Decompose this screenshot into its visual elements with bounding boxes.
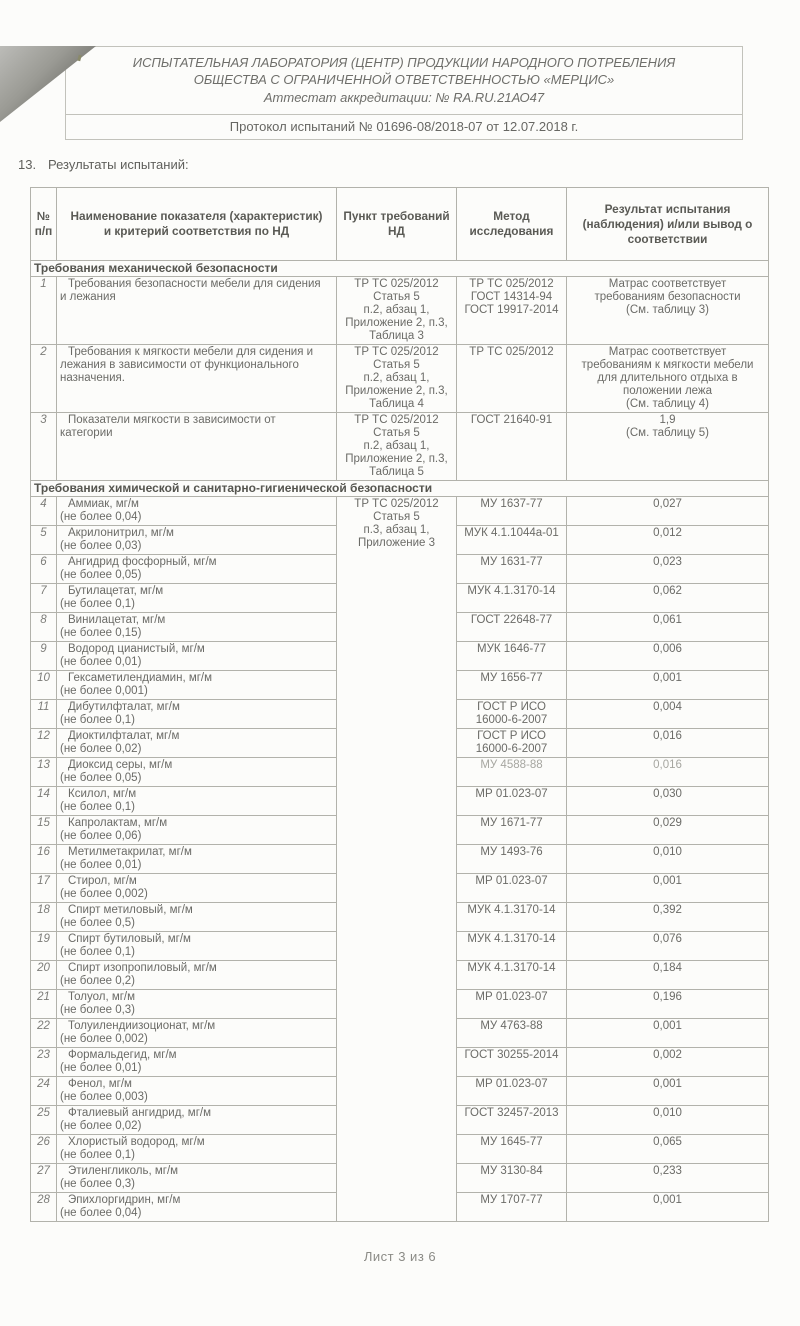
method-cell: МУК 4.1.3170-14 (457, 932, 567, 961)
section-header-title: Требования механической безопасности (31, 261, 769, 277)
nd-clause-cell: ТР ТС 025/2012 Статья 5 п.2, абзац 1, Приложение 2, п.3, Таблица 3 (337, 277, 457, 345)
indicator-name-cell: Эпихлоргидрин, мг/м (не более 0,04) (57, 1193, 337, 1222)
indicator-name-cell: Ангидрид фосфорный, мг/м (не более 0,05) (57, 555, 337, 584)
method-cell: МУ 1707-77 (457, 1193, 567, 1222)
row-number-cell: 15 (31, 816, 57, 845)
indicator-name-cell: Фталиевый ангидрид, мг/м (не более 0,02) (57, 1106, 337, 1135)
indicator-name-cell: Акрилонитрил, мг/м (не более 0,03) (57, 526, 337, 555)
row-number-cell: 8 (31, 613, 57, 642)
row-number-cell: 3 (31, 413, 57, 481)
nd-clause-cell-merged: ТР ТС 025/2012 Статья 5 п.3, абзац 1, Приложение 3 (337, 497, 457, 1222)
method-cell: ГОСТ Р ИСО 16000-6-2007 (457, 729, 567, 758)
protocol-header-box (65, 115, 743, 140)
method-cell: МУ 1637-77 (457, 497, 567, 526)
indicator-name-cell: Требования безопасности мебели для сидения и лежания (57, 277, 337, 345)
result-cell: Матрас соответствует требованиям к мягкости мебели для длительного отдыха в положении лежа (См. таблицу 4) (567, 345, 769, 413)
method-cell: МУ 1493-76 (457, 845, 567, 874)
row-number-cell: 28 (31, 1193, 57, 1222)
row-number-cell: 11 (31, 700, 57, 729)
row-number-cell: 14 (31, 787, 57, 816)
method-cell: ГОСТ 21640-91 (457, 413, 567, 481)
result-cell: 0,029 (567, 816, 769, 845)
column-header-3: Метод исследования (457, 188, 567, 261)
method-cell: МУ 1671-77 (457, 816, 567, 845)
nd-clause-cell: ТР ТС 025/2012 Статья 5 п.2, абзац 1, Приложение 2, п.3, Таблица 5 (337, 413, 457, 481)
result-cell: 0,001 (567, 1193, 769, 1222)
result-cell: 0,010 (567, 845, 769, 874)
row-number-cell: 16 (31, 845, 57, 874)
indicator-name-cell: Ксилол, мг/м (не более 0,1) (57, 787, 337, 816)
section-number: 13. (18, 157, 37, 172)
row-number-cell: 13 (31, 758, 57, 787)
result-cell: 0,233 (567, 1164, 769, 1193)
method-cell: МУ 4763-88 (457, 1019, 567, 1048)
result-cell: 0,076 (567, 932, 769, 961)
method-cell: МР 01.023-07 (457, 787, 567, 816)
lab-header-box (65, 46, 743, 115)
column-header-2: Пункт требований НД (337, 188, 457, 261)
row-number-cell: 25 (31, 1106, 57, 1135)
table-row (31, 497, 769, 526)
method-cell: МУК 4.1.3170-14 (457, 903, 567, 932)
result-cell: 0,023 (567, 555, 769, 584)
protocol-number: Протокол испытаний № 01696-08/2018-07 от 12.07.2018 г. (229, 119, 579, 134)
row-number-cell: 21 (31, 990, 57, 1019)
row-number-cell: 24 (31, 1077, 57, 1106)
indicator-name-cell: Показатели мягкости в зависимости от категории (57, 413, 337, 481)
indicator-name-cell: Винилацетат, мг/м (не более 0,15) (57, 613, 337, 642)
method-cell: МУК 4.1.1044а-01 (457, 526, 567, 555)
row-number-cell: 27 (31, 1164, 57, 1193)
section-header-row (31, 261, 769, 277)
row-number-cell: 20 (31, 961, 57, 990)
row-number-cell: 12 (31, 729, 57, 758)
indicator-name-cell: Дибутилфталат, мг/м (не более 0,1) (57, 700, 337, 729)
result-cell: 0,184 (567, 961, 769, 990)
result-cell: 0,001 (567, 1019, 769, 1048)
row-number-cell: 19 (31, 932, 57, 961)
indicator-name-cell: Фенол, мг/м (не более 0,003) (57, 1077, 337, 1106)
method-cell: ГОСТ Р ИСО 16000-6-2007 (457, 700, 567, 729)
indicator-name-cell: Бутилацетат, мг/м (не более 0,1) (57, 584, 337, 613)
row-number-cell: 6 (31, 555, 57, 584)
result-cell: 0,001 (567, 874, 769, 903)
result-cell: 0,006 (567, 642, 769, 671)
result-cell: 0,001 (567, 1077, 769, 1106)
method-cell: ТР ТС 025/2012 ГОСТ 14314-94 ГОСТ 19917-2014 (457, 277, 567, 345)
method-cell: МУ 1631-77 (457, 555, 567, 584)
result-cell: 0,016 (567, 729, 769, 758)
method-cell: МР 01.023-07 (457, 990, 567, 1019)
page-number: Лист 3 из 6 (363, 1249, 437, 1264)
indicator-name-cell: Требования к мягкости мебели для сидения и лежания в зависимости от функционального назначения. (57, 345, 337, 413)
result-cell: 0,012 (567, 526, 769, 555)
result-cell: 0,004 (567, 700, 769, 729)
row-number-cell: 23 (31, 1048, 57, 1077)
indicator-name-cell: Водород цианистый, мг/м (не более 0,01) (57, 642, 337, 671)
indicator-name-cell: Спирт бутиловый, мг/м (не более 0,1) (57, 932, 337, 961)
method-cell: ТР ТС 025/2012 (457, 345, 567, 413)
row-number-cell: 26 (31, 1135, 57, 1164)
method-cell: МУК 4.1.3170-14 (457, 584, 567, 613)
section-header-row (31, 481, 769, 497)
lab-name-line1: ИСПЫТАТЕЛЬНАЯ ЛАБОРАТОРИЯ (ЦЕНТР) ПРОДУКЦИИ НАРОДНОГО ПОТРЕБЛЕНИЯ (132, 55, 676, 70)
method-cell: ГОСТ 32457-2013 (457, 1106, 567, 1135)
row-number-cell: 1 (31, 277, 57, 345)
row-number-cell: 18 (31, 903, 57, 932)
method-cell: ГОСТ 22648-77 (457, 613, 567, 642)
row-number-cell: 10 (31, 671, 57, 700)
accreditation-line: Аттестат аккредитации: № RA.RU.21АО47 (263, 90, 545, 105)
result-cell: 0,065 (567, 1135, 769, 1164)
method-cell: МУ 3130-84 (457, 1164, 567, 1193)
section-title-text: Результаты испытаний: (48, 157, 189, 172)
table-row (31, 413, 769, 481)
row-number-cell: 17 (31, 874, 57, 903)
result-cell: 0,061 (567, 613, 769, 642)
nd-clause-cell: ТР ТС 025/2012 Статья 5 п.2, абзац 1, Приложение 2, п.3, Таблица 4 (337, 345, 457, 413)
result-cell: 0,392 (567, 903, 769, 932)
result-cell: 0,027 (567, 497, 769, 526)
indicator-name-cell: Спирт метиловый, мг/м (не более 0,5) (57, 903, 337, 932)
column-header-0: № п/п (31, 188, 57, 261)
row-number-cell: 4 (31, 497, 57, 526)
method-cell: МУК 4.1.3170-14 (457, 961, 567, 990)
indicator-name-cell: Этиленгликоль, мг/м (не более 0,3) (57, 1164, 337, 1193)
indicator-name-cell: Диоктилфталат, мг/м (не более 0,02) (57, 729, 337, 758)
section-header-title: Требования химической и санитарно-гигиенической безопасности (31, 481, 769, 497)
indicator-name-cell: Капролактам, мг/м (не более 0,06) (57, 816, 337, 845)
row-number-cell: 2 (31, 345, 57, 413)
method-cell: МУ 1645-77 (457, 1135, 567, 1164)
header-row (31, 188, 769, 261)
method-cell: МУК 1646-77 (457, 642, 567, 671)
method-cell: МУ 1656-77 (457, 671, 567, 700)
row-number-cell: 9 (31, 642, 57, 671)
results-section-title (18, 157, 800, 172)
indicator-name-cell: Толуилендиизоционат, мг/м (не более 0,002) (57, 1019, 337, 1048)
result-cell: 0,030 (567, 787, 769, 816)
indicator-name-cell: Спирт изопропиловый, мг/м (не более 0,2) (57, 961, 337, 990)
results-table (30, 187, 769, 1222)
indicator-name-cell: Толуол, мг/м (не более 0,3) (57, 990, 337, 1019)
table-row (31, 277, 769, 345)
lab-name-line2: ОБЩЕСТВА С ОГРАНИЧЕННОЙ ОТВЕТСТВЕННОСТЬЮ «МЕРЦИС» (193, 72, 615, 87)
result-cell: 0,062 (567, 584, 769, 613)
indicator-name-cell: Диоксид серы, мг/м (не более 0,05) (57, 758, 337, 787)
result-cell: 0,001 (567, 671, 769, 700)
result-cell: 0,016 (567, 758, 769, 787)
indicator-name-cell: Стирол, мг/м (не более 0,002) (57, 874, 337, 903)
result-cell: 0,196 (567, 990, 769, 1019)
indicator-name-cell: Метилметакрилат, мг/м (не более 0,01) (57, 845, 337, 874)
result-cell: Матрас соответствует требованиям безопасности (См. таблицу 3) (567, 277, 769, 345)
indicator-name-cell: Гексаметилендиамин, мг/м (не более 0,001) (57, 671, 337, 700)
column-header-4: Результат испытания (наблюдения) и/или вывод о соответствии (567, 188, 769, 261)
results-table-header (31, 188, 769, 261)
result-cell: 0,010 (567, 1106, 769, 1135)
result-cell: 1,9 (См. таблицу 5) (567, 413, 769, 481)
method-cell: МУ 4588-88 (457, 758, 567, 787)
table-row (31, 345, 769, 413)
indicator-name-cell: Формальдегид, мг/м (не более 0,01) (57, 1048, 337, 1077)
indicator-name-cell: Хлористый водород, мг/м (не более 0,1) (57, 1135, 337, 1164)
method-cell: МР 01.023-07 (457, 1077, 567, 1106)
column-header-1: Наименование показателя (характеристик) и критерий соответствия по НД (57, 188, 337, 261)
method-cell: ГОСТ 30255-2014 (457, 1048, 567, 1077)
indicator-name-cell: Аммиак, мг/м (не более 0,04) (57, 497, 337, 526)
method-cell: МР 01.023-07 (457, 874, 567, 903)
row-number-cell: 5 (31, 526, 57, 555)
row-number-cell: 7 (31, 584, 57, 613)
row-number-cell: 22 (31, 1019, 57, 1048)
result-cell: 0,002 (567, 1048, 769, 1077)
